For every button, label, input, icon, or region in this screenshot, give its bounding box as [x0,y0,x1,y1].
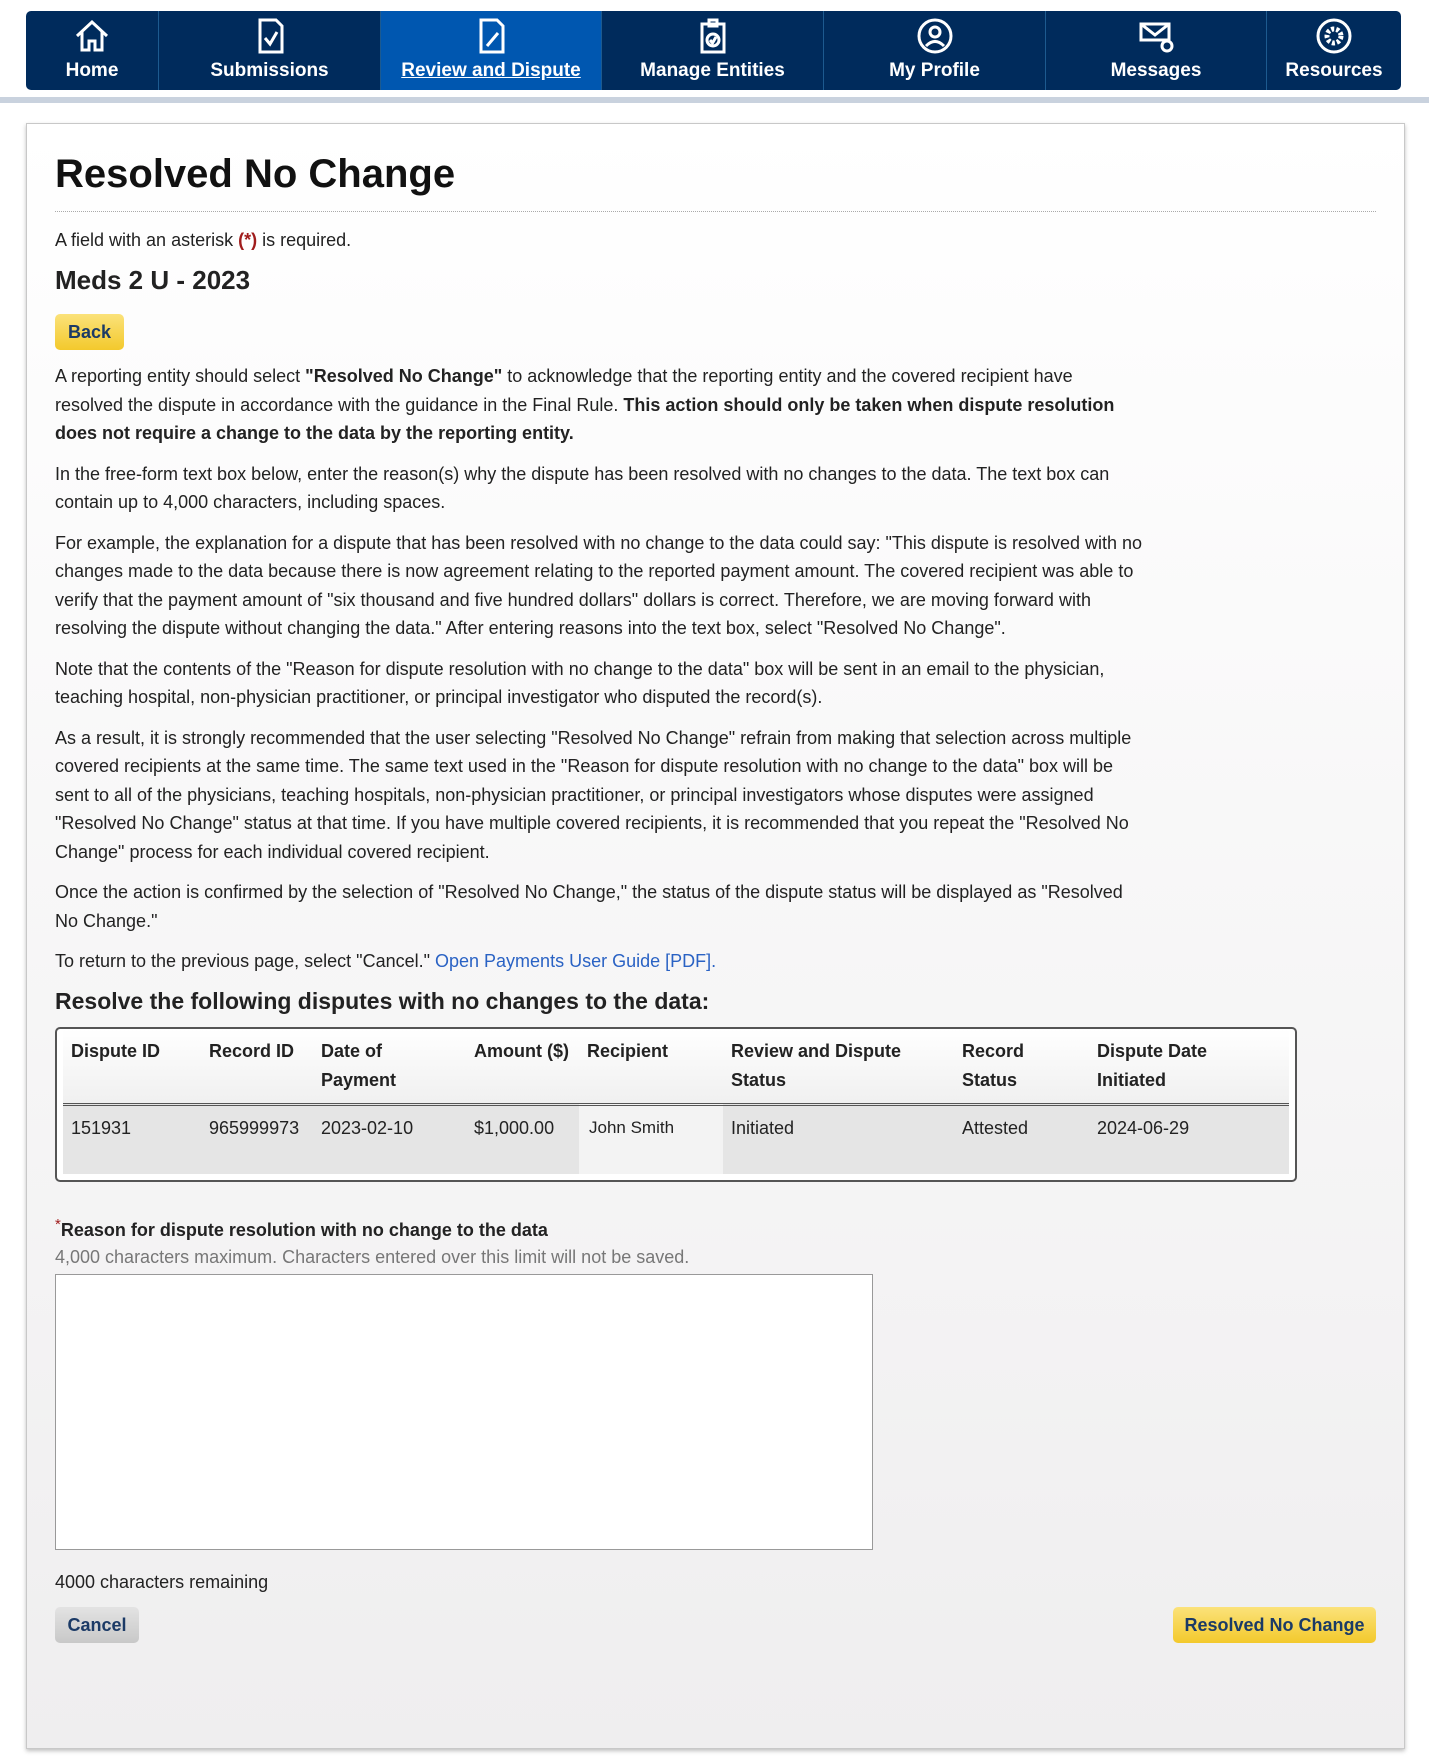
nav-label: Manage Entities [640,60,785,81]
instructions-paragraph [55,362,1145,448]
reason-hint: 4,000 characters maximum. Characters entered over this limit will not be saved. [55,1247,690,1267]
content-card [26,123,1405,1749]
nav-divider [0,97,1429,103]
text: To return to the previous page, select "Cancel." [55,951,435,971]
profile-icon [914,16,956,56]
nav-label: My Profile [889,60,980,81]
required-note-text: A field with an asterisk [55,230,239,250]
nav-messages[interactable] [1046,11,1267,90]
entity-heading: Meds 2 U - 2023 [55,265,251,295]
nav-my-profile[interactable] [824,11,1046,90]
column-header: Review and Dispute Status [723,1029,954,1105]
envelope-icon [1135,16,1177,56]
reason-textarea[interactable] [55,1274,873,1550]
table-row [63,1104,1289,1174]
column-header: Record Status [954,1029,1089,1105]
record-status-cell: Attested [954,1104,1089,1174]
dispute-status-cell: Initiated [723,1104,954,1174]
required-asterisk: * [55,1216,61,1233]
page-title: Resolved No Change [55,152,1376,212]
disputes-table [55,1027,1297,1183]
column-header: Date of Payment [313,1029,466,1105]
recipient-cell: John Smith [579,1104,723,1174]
nav-resources[interactable] [1267,11,1401,90]
nav-home[interactable] [26,11,159,90]
gear-icon [1313,16,1355,56]
submission-icon [249,16,291,56]
instructions-paragraph [55,947,1145,976]
amount-cell: $1,000.00 [466,1104,579,1174]
instructions-paragraph: Note that the contents of the "Reason for dispute resolution with no change to the data" box will be sent in an email to the physician, teaching hospital, non-physician practitioner, or principal investigator who disputed the record(s). [55,658,1105,707]
nav-label: Resources [1285,60,1383,81]
nav-submissions[interactable] [159,11,381,90]
column-header: Dispute ID [63,1029,201,1105]
nav-label: Submissions [210,60,329,81]
column-header: Recipient [579,1029,723,1105]
user-guide-link[interactable]: Open Payments User Guide [PDF]. [435,951,717,971]
payment-date-cell: 2023-02-10 [313,1104,466,1174]
resolved-no-change-button[interactable]: Resolved No Change [1173,1607,1376,1643]
nav-label: Home [65,60,119,81]
document-edit-icon [470,16,512,56]
text: "Resolved No Change" [305,366,503,386]
instructions-paragraph: Once the action is confirmed by the selection of "Resolved No Change," the status of the dispute status will be displayed as "Resolved No Change." [55,882,1123,931]
instructions-paragraph: For example, the explanation for a dispute that has been resolved with no change to the data could say: "This dispute is resolved with no changes made to the data because there is now agreement relating to the reported payment amount. The covered recipient was able to verify that the payment amount of "six thousand and five hundred dollars" dollars is correct. Therefore, we are moving forward with resolving the dispute without changing the data." After entering reasons into the text box, select "Resolved No Change". [55,532,1143,638]
table-header-row [63,1029,1289,1105]
dispute-date-cell: 2024-06-29 [1089,1104,1289,1174]
required-asterisk: (*) [238,230,258,250]
clipboard-check-icon [692,16,734,56]
home-icon [71,16,113,56]
column-header: Record ID [201,1029,313,1105]
nav-review-and-dispute[interactable] [381,11,602,90]
nav-label: Review and Dispute [401,60,581,81]
record-id-cell: 965999973 [201,1104,313,1174]
instructions-paragraph: As a result, it is strongly recommended that the user selecting "Resolved No Change" refrain from making that selection across multiple covered recipients at the same time. The same text used in the "Reason for dispute resolution with no change to the data" box will be sent to all of the physicians, teaching hospitals, non-physician practitioner, or principal investigators whose disputes were assigned "Resolved No Change" status at that time. If you have multiple covered recipients, it is recommended that you repeat the "Resolved No Change" process for each individual covered recipient. [55,727,1132,862]
column-header: Amount ($) [466,1029,579,1105]
nav-manage-entities[interactable] [602,11,824,90]
text: This action should only be taken when dispute resolution does not require a change to the data by the reporting entity. [55,394,1115,443]
table-heading: Resolve the following disputes with no changes to the data: [55,987,710,1014]
dispute-id-cell: 151931 [63,1104,201,1174]
column-header: Dispute Date Initiated [1089,1029,1289,1105]
instructions-paragraph: In the free-form text box below, enter the reason(s) why the dispute has been resolved with no changes to the data. The text box can contain up to 4,000 characters, including spaces. [55,463,1110,512]
required-note-text: is required. [257,230,352,250]
required-note [55,230,1376,251]
text: A reporting entity should select [55,366,306,386]
text: to acknowledge that the reporting entity and the covered recipient have resolved the dispute in accordance with the guidance in the Final Rule. [55,366,1073,415]
back-button[interactable]: Back [55,314,124,350]
form-actions [55,1607,1376,1645]
cancel-button[interactable]: Cancel [55,1607,139,1643]
characters-remaining: 4000 characters remaining [55,1572,269,1592]
reason-label [55,1216,1376,1241]
reason-label-text: Reason for dispute resolution with no change to the data [60,1220,548,1240]
main-nav [26,11,1401,90]
nav-label: Messages [1110,60,1202,81]
